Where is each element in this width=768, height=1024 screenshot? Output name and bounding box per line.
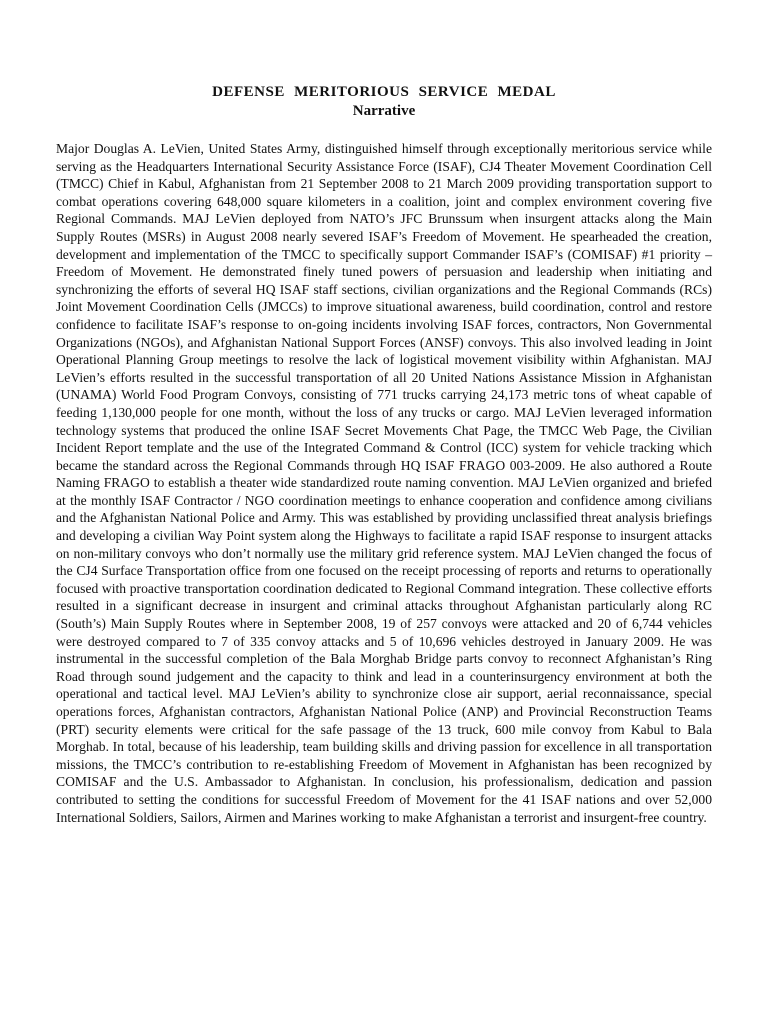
document-title: DEFENSE MERITORIOUS SERVICE MEDAL xyxy=(212,84,556,100)
document-subtitle: Narrative xyxy=(352,103,416,119)
narrative-paragraph: Major Douglas A. LeVien, United States Army, distinguished himself through exceptionally meritorious service while serving as the Headquarters International Security Assistance Force (ISAF), CJ4 Theater Movement Coordination Cell (TMCC) Chief in Kabul, Afghanistan from 21 September 2008 to 21 March 2009 providing transportation support to combat operations covering 648,000 square kilometers in a coalition, joint and complex environment covering five Regional Commands. MAJ LeVien deployed from NATO’s JFC Brunssum when insurgent attacks along the Main Supply Routes (MSRs) in August 2008 nearly severed ISAF’s Freedom of Movement. He spearheaded the creation, development and implementation of the TMCC to specifically support Commander ISAF’s (COMISAF) #1 priority – Freedom of Movement. He demonstrated finely tuned powers of persuasion and leadership when initiating and synchronizing the efforts of several HQ ISAF staff sections, civilian organizations and the Regional Commands (RCs) Joint Movement Coordination Cells (JMCCs) to improve situational awareness, build coordination, control and restore confidence to facilitate ISAF’s response to on-going incidents involving ISAF forces, contractors, Non Governmental Organizations (NGOs), and Afghanistan National Support Forces (ANSF) convoys. This also involved leading in Joint Operational Planning Group meetings to resolve the lack of logistical movement visibility within Afghanistan. MAJ LeVien’s efforts resulted in the successful transportation of all 20 United Nations Assistance Mission in Afghanistan (UNAMA) World Food Program Convoys, consisting of 771 trucks carrying 24,173 metric tons of wheat capable of feeding 1,130,000 people for one month, without the loss of any trucks or cargo. MAJ LeVien leveraged information technology systems that produced the online ISAF Secret Movements Chat Page, the TMCC Web Page, the Civilian Incident Report template and the use of the Integrated Command & Control (ICC) system for vehicle tracking which became the standard across the Regional Commands through HQ ISAF FRAGO 003-2009. He also authored a Route Naming FRAGO to establish a theater wide standardized route naming convention. MAJ LeVien organized and briefed at the monthly ISAF Contractor / NGO coordination meetings to enhance cooperation and confidence among civilians and the Afghanistan National Police and Army. This was established by providing unclassified threat analysis briefings and developing a civilian Way Point system along the Highways to facilitate a rapid ISAF response to insurgent attacks on non-military convoys who don’t normally use the military grid reference system. MAJ LeVien changed the focus of the CJ4 Surface Transportation office from one focused on the receipt processing of reports and returns to operationally focused with proactive transportation coordination dedicated to Regional Command integration. These collective efforts resulted in a significant decrease in insurgent and criminal attacks throughout Afghanistan particularly along RC (South’s) Main Supply Routes where in September 2008, 19 of 257 convoys were attacked and 20 of 6,744 vehicles were destroyed compared to 7 of 335 convoy attacks and 5 of 10,696 vehicles destroyed in January 2009. He was instrumental in the successful completion of the Bala Morghab Bridge parts convoy to reconnect Afghanistan’s Ring Road through sound judgement and the capacity to think and lead in a counterinsurgency environment at both the operational and tactical level. MAJ LeVien’s ability to synchronize close air support, aerial reconnaissance, special operations forces, Afghanistan contractors, Afghanistan National Police (ANP) and Provincial Reconstruction Teams (PRT) security elements were critical for the safe passage of the 13 truck, 600 mile convoy from Kabul to Bala Morghab. In total, because of his leadership, team building skills and driving passion for excellence in all transportation missions, the TMCC’s contribution to re-establishing Freedom of Movement in Afghanistan has been recognized by COMISAF and the U.S. Ambassador to Afghanistan. In conclusion, his professionalism, dedication and passion contributed to setting the conditions for successful Freedom of Movement for the 41 ISAF nations and over 52,000 International Soldiers, Sailors, Airmen and Marines working to make Afghanistan a terrorist and insurgent-free country. xyxy=(56,141,712,825)
